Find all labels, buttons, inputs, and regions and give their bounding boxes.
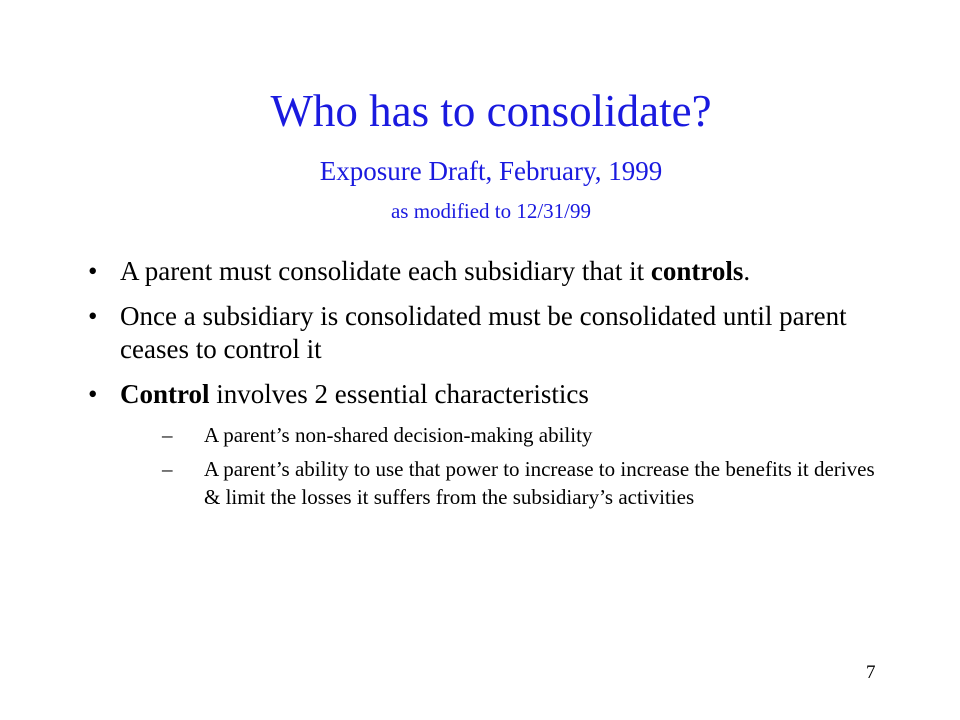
sub-bullet-marker: –: [162, 457, 173, 481]
sub-bullet-text: A parent’s ability to use that power to increase to increase the benefits it derives & limit the losses it suffers from the subsidiary’s activities: [204, 457, 875, 509]
bullet-text: Once a subsidiary is consolidated must be consolidated until parent ceases to control it: [120, 301, 847, 364]
bullet-bold-text: controls: [650, 256, 744, 286]
bullet-list: [88, 255, 878, 523]
sub-bullet-item-decision-making: [162, 421, 884, 449]
sub-bullet-item-benefits-losses: [162, 455, 884, 511]
sub-bullet-text: A parent’s non-shared decision-making ability: [204, 423, 593, 447]
page-number: 7: [866, 662, 876, 683]
sub-bullet-marker: –: [162, 423, 173, 447]
bullet-marker: •: [88, 379, 98, 409]
slide-subtitle: Exposure Draft, February, 1999: [319, 156, 663, 186]
bullet-item-consolidate-controls: [88, 255, 878, 288]
sub-bullet-list: [120, 421, 878, 511]
bullet-bold-text: Control: [120, 379, 210, 409]
title-block: [0, 84, 960, 224]
bullet-marker: •: [88, 301, 98, 331]
bullet-text-end: .: [743, 256, 751, 286]
bullet-item-control-characteristics: [88, 378, 878, 511]
slide-title: Who has to consolidate?: [270, 86, 712, 136]
bullet-text: involves 2 essential characteristics: [209, 379, 589, 409]
slide-subtitle-date: as modified to 12/31/99: [390, 199, 592, 223]
bullet-item-consolidated-until: [88, 300, 878, 366]
bullet-text: A parent must consolidate each subsidiary that it: [120, 256, 651, 286]
bullet-marker: •: [88, 256, 98, 286]
